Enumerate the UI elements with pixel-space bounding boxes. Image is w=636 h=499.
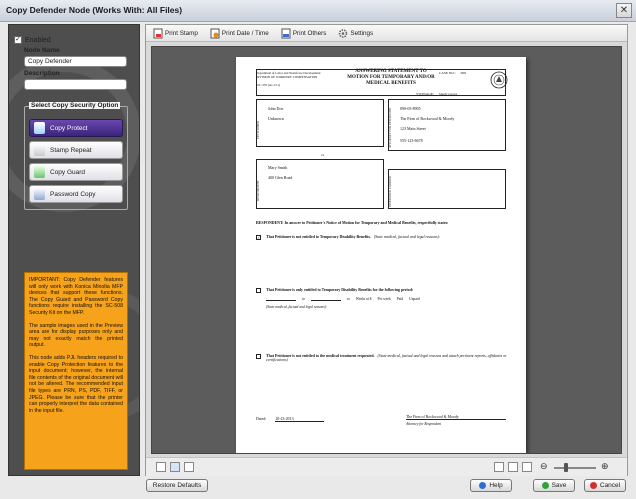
doc-signer-title: Attorney for Respondent [406,422,442,426]
stamp-icon [153,28,163,39]
doc-item2-from-line [266,297,296,301]
copy-guard-icon [34,166,45,178]
option-label: Copy Protect [50,124,88,132]
save-icon [542,482,549,489]
title-bar [0,0,636,22]
doc-attorney-address: 123 Main Street [400,126,426,131]
fit-page-icon[interactable] [508,462,518,472]
zoom-slider-handle[interactable] [564,463,568,472]
preview-toolbar [146,25,627,42]
print-stamp-button[interactable] [153,28,198,39]
copy-protect-icon [34,122,45,134]
print-others-label: Print Others [292,29,327,37]
note-paragraph: This node adds PJL headers required to enable Copy Protection features to the input document; however, the internal file contents of the original document will not be altered. The recommended input file types are PRN, PS, PDF, TIFF, or JPEG. Please be sure that the printer can properly interpret the data contained in the input file. [29,354,123,414]
option-copy-protect[interactable] [29,119,123,137]
doc-item2-checkbox [256,288,261,293]
print-others-button[interactable] [281,28,327,39]
doc-item2-perweek: Per week [377,297,391,301]
window-title: Copy Defender Node (Works With: All Files) [6,5,183,15]
print-date-time-label: Print Date / Time [221,29,269,37]
option-label: Copy Guard [50,168,86,176]
doc-item3-checkbox [256,354,261,359]
option-password-copy[interactable] [29,185,123,203]
doc-case-no-label: CASE NO.: [439,71,456,75]
doc-item2-weeks: Weeks at $ [355,297,372,301]
doc-item2-paid: Paid [396,297,404,301]
single-page-view-icon[interactable] [156,462,166,472]
settings-label: Settings [350,29,374,37]
print-stamp-label: Print Stamp [165,29,198,37]
help-icon [479,482,486,489]
description-input[interactable] [24,79,127,90]
option-stamp-repeat[interactable] [29,141,123,159]
page-detail-view-icon[interactable] [184,462,194,472]
enabled-checkbox[interactable]: ✓ [15,36,21,43]
doc-item3-note: (State medical, factual and legal reasons and attach pertinent reports, affidavits or certifications) [266,354,507,362]
gear-icon [338,28,348,39]
description-label: Description [24,70,60,77]
password-copy-icon [34,188,45,200]
stamp-repeat-icon [34,144,45,156]
doc-heading: ANSWERING STATEMENT TO MOTION FOR TEMPORARY AND/OR MEDICAL BENEFITS [347,69,435,86]
doc-item2-or: or [346,297,350,301]
copy-security-group [24,102,128,210]
doc-petitioner-name: John Doe [268,106,284,111]
doc-item1-checkbox: ✓ [257,235,261,240]
doc-agency: Department of Labor and Workforce Development [256,71,321,75]
note-paragraph: The sample images used in the Preview area are for display purposes only and may not exactly match the printed output. [29,322,123,349]
preview-panel [145,24,628,476]
enabled-label: Enabled [25,36,51,44]
restore-defaults-button[interactable] [146,479,208,492]
doc-signer-firm: The Firm of Rockwood & Moody [406,415,506,420]
doc-venue-label: VICINAGE: [416,92,434,96]
doc-venue: Shady Grove [438,92,458,96]
state-seal-icon [490,71,508,89]
important-note [24,272,128,470]
node-name-label: Node Name [24,47,60,54]
settings-button[interactable] [338,28,373,39]
option-label: Password Copy [50,190,96,198]
doc-header-frame [256,69,506,96]
document-page [236,57,526,453]
doc-respondent-statement: RESPONDENT: In answer to Petitioner's Notice of Motion for Temporary and Medical Benefits, respectfully states: [256,221,449,225]
zoom-in-icon[interactable]: ⊕ [601,461,609,471]
page-text-view-icon[interactable] [170,462,180,472]
doc-attorney-id: 090-05-8905 [400,106,421,111]
save-button[interactable] [533,479,575,492]
doc-respondent-name: Mary Smith [268,165,288,170]
doc-insurance-box [388,169,506,209]
doc-item1-text: That Petitioner is not entitled to Temporary Disability Benefits. [266,235,371,239]
doc-petitioner-address: Unknown [268,116,284,121]
preview-area[interactable] [151,46,622,454]
doc-item2-note: (State medical, factual and legal reasons): [266,305,328,309]
copy-security-group-title: Select Copy Security Option [31,102,119,109]
clock-icon [210,28,220,39]
doc-item2-to-line [311,297,341,301]
cancel-button[interactable] [584,479,626,492]
print-date-time-button[interactable] [210,28,269,39]
doc-vs: vs [321,153,325,157]
zoom-slider-track[interactable] [554,467,596,469]
doc-item2-to: to [302,297,305,301]
document-icon [281,28,291,39]
doc-item3-text: That Petitioner is not entitled to the medical treatment requested. [266,354,375,358]
help-button[interactable] [470,479,512,492]
doc-item2-unpaid: Unpaid [409,297,420,301]
doc-respondent-side: RESPONDENT [256,180,260,201]
help-label: Help [489,482,503,489]
cancel-icon [590,482,597,489]
option-copy-guard[interactable] [29,163,123,181]
doc-division: DIVISION OF WORKERS' COMPENSATION [256,75,318,79]
doc-case-no: 008 [460,71,466,75]
doc-date-label: Dated: [256,417,267,421]
doc-form-no: WC-370 (rev.1/11) [256,83,281,87]
fit-width-icon[interactable] [494,462,504,472]
doc-item1-note: (State medical, factual and legal reasons): [373,235,441,239]
doc-item2-text: That Petitioner is only entitled to Temporary Disability Benefits for the following period: [266,288,414,292]
doc-petitioner-side: PETITIONER [256,120,260,139]
note-paragraph: IMPORTANT: Copy Defender features will only work with Konica Minolta MFP devices that support these functions. The Copy Guard and Password Copy functions require installing the SC-508 Security Kit on the MFP. [29,277,123,316]
doc-respondent-address: 400 Glen Road [268,175,293,180]
preview-bottom-bar [146,457,627,476]
doc-date-value: 10-23-2013 [275,417,323,422]
save-label: Save [551,482,567,489]
zoom-out-icon[interactable]: ⊖ [540,461,548,471]
doc-insurance-side: INSURANCE CARRIER [388,176,392,207]
close-icon[interactable]: ✕ [616,3,632,18]
doc-attorney-firm: The Firm of Rockwood & Moody [400,116,455,121]
option-label: Stamp Repeat [50,146,92,154]
doc-attorney-phone: 555-123-6678 [400,138,423,143]
cancel-label: Cancel [599,482,621,489]
enabled-checkbox-row[interactable] [14,36,51,44]
dialog-footer [0,478,636,499]
node-name-input[interactable]: Copy Defender [24,56,127,67]
restore-defaults-label: Restore Defaults [152,482,202,489]
doc-attorney-side: ATTORNEY FOR PETITIONER [388,107,392,148]
actual-size-icon[interactable] [522,462,532,472]
